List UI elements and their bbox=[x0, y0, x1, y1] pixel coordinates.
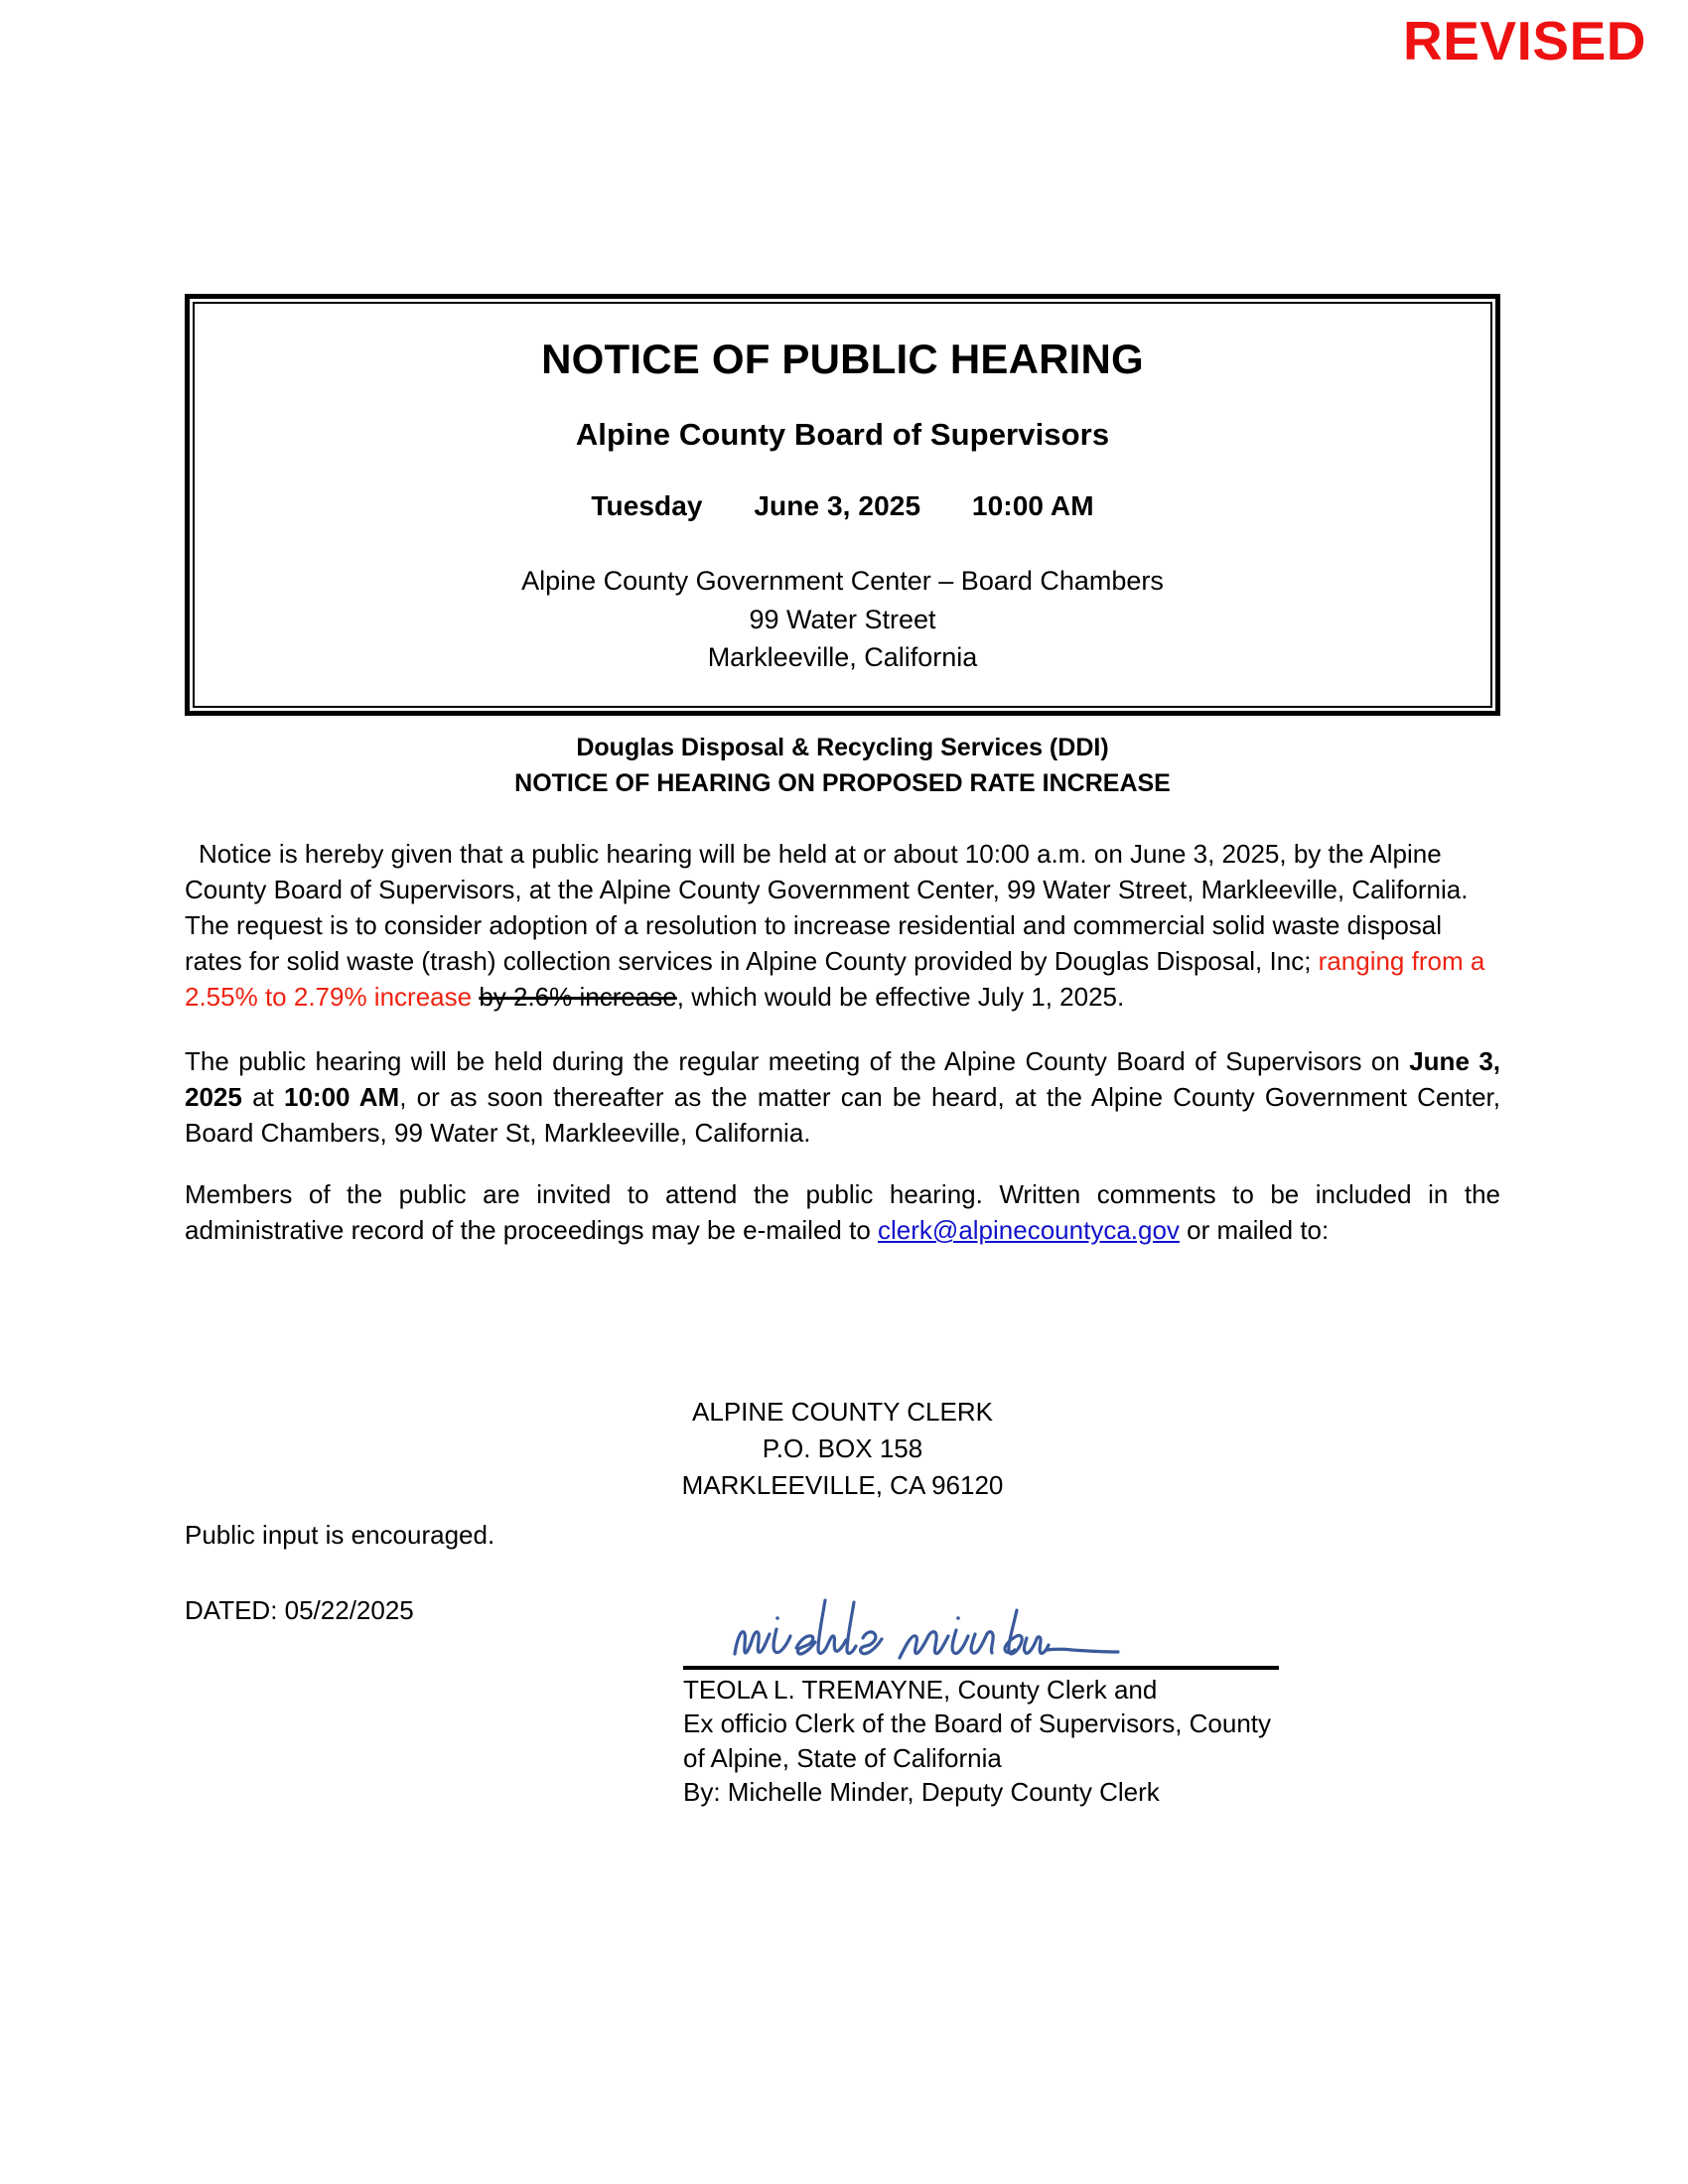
paragraph-hearing-details bbox=[185, 1044, 1500, 1152]
address-line-1: ALPINE COUNTY CLERK bbox=[692, 1397, 993, 1427]
public-input-note: Public input is encouraged. bbox=[185, 1520, 495, 1550]
p2-part-1: The public hearing will be held during the regular meeting of the Alpine County Board of Supervisors on bbox=[185, 1046, 1400, 1077]
venue-line-2: 99 Water Street bbox=[749, 604, 936, 634]
notice-day: Tuesday bbox=[591, 490, 703, 522]
p2-part-2: at bbox=[252, 1082, 274, 1113]
subject-line-2: NOTICE OF HEARING ON PROPOSED RATE INCREASE bbox=[514, 769, 1171, 798]
mailing-address-block bbox=[185, 1394, 1500, 1504]
p3-part-2: or mailed to: bbox=[1187, 1214, 1330, 1245]
notice-title: NOTICE OF PUBLIC HEARING bbox=[541, 336, 1144, 382]
address-line-3: MARKLEEVILLE, CA 96120 bbox=[681, 1469, 1004, 1500]
p1-part-2: , which would be effective July 1, 2025. bbox=[676, 981, 1125, 1012]
notice-datetime bbox=[214, 490, 1471, 522]
venue-line-1: Alpine County Government Center – Board Chambers bbox=[521, 566, 1164, 597]
paragraph-public-comments bbox=[185, 1177, 1500, 1249]
clerk-email-link[interactable]: clerk@alpinecountyca.gov bbox=[878, 1214, 1180, 1245]
notice-header-box-inner bbox=[193, 302, 1492, 708]
subject-heading bbox=[185, 730, 1500, 802]
notice-header-box bbox=[185, 294, 1500, 716]
p3-part-1: Members of the public are invited to attend the public hearing. Written comments to be included in the administrative record of the proceedings may be e-mailed to bbox=[185, 1179, 1500, 1245]
p2-bold-time: 10:00 AM bbox=[284, 1082, 400, 1113]
signature-line-1: TEOLA L. TREMAYNE, County Clerk and bbox=[683, 1675, 1158, 1705]
notice-venue bbox=[214, 562, 1471, 676]
signature-line-2: Ex officio Clerk of the Board of Supervisors, County bbox=[683, 1708, 1272, 1739]
notice-time: 10:00 AM bbox=[971, 490, 1094, 522]
p2-part-3: , or as soon thereafter as the matter can be heard, at the Alpine County Government Center, Board Chambers, 99 Water St, Markleeville, California. bbox=[185, 1082, 1500, 1149]
venue-line-3: Markleeville, California bbox=[707, 641, 978, 672]
signature-credentials bbox=[683, 1673, 1279, 1809]
notice-board-name: Alpine County Board of Supervisors bbox=[575, 417, 1110, 453]
subject-line-1: Douglas Disposal & Recycling Services (DDI) bbox=[576, 734, 1109, 761]
signature-line-3: of Alpine, State of California bbox=[683, 1742, 1002, 1773]
paragraph-notice-given bbox=[185, 837, 1500, 1015]
signature-ink-icon bbox=[731, 1592, 1158, 1666]
signature-rule bbox=[683, 1666, 1279, 1670]
signature-line-4: By: Michelle Minder, Deputy County Clerk bbox=[683, 1776, 1160, 1807]
signature-block bbox=[683, 1588, 1279, 1809]
revised-stamp: REVISED bbox=[1403, 10, 1646, 71]
handwritten-signature bbox=[683, 1588, 1279, 1666]
p2-bold-date: June 3, 2025 bbox=[185, 1046, 1500, 1113]
body-content bbox=[185, 837, 1500, 1275]
address-line-2: P.O. BOX 158 bbox=[762, 1433, 923, 1463]
dated-line: DATED: 05/22/2025 bbox=[185, 1595, 414, 1625]
p1-inserted-red-text: ranging from a 2.55% to 2.79% increase bbox=[185, 945, 1485, 1012]
notice-date: June 3, 2025 bbox=[754, 490, 921, 522]
p1-part-1: Notice is hereby given that a public hearing will be held at or about 10:00 a.m. on June 3, 2025, by the Alpine County Board of Supervisors, at the Alpine County Government Center, 99 Water Street, Markleeville, California. The request is to consider adoption of a resolution to increase residential and commercial solid waste disposal rates for solid waste (trash) collection services in Alpine County provided by Douglas Disposal, Inc; bbox=[185, 839, 1469, 976]
p1-struck-text: by 2.6% increase bbox=[479, 981, 677, 1012]
